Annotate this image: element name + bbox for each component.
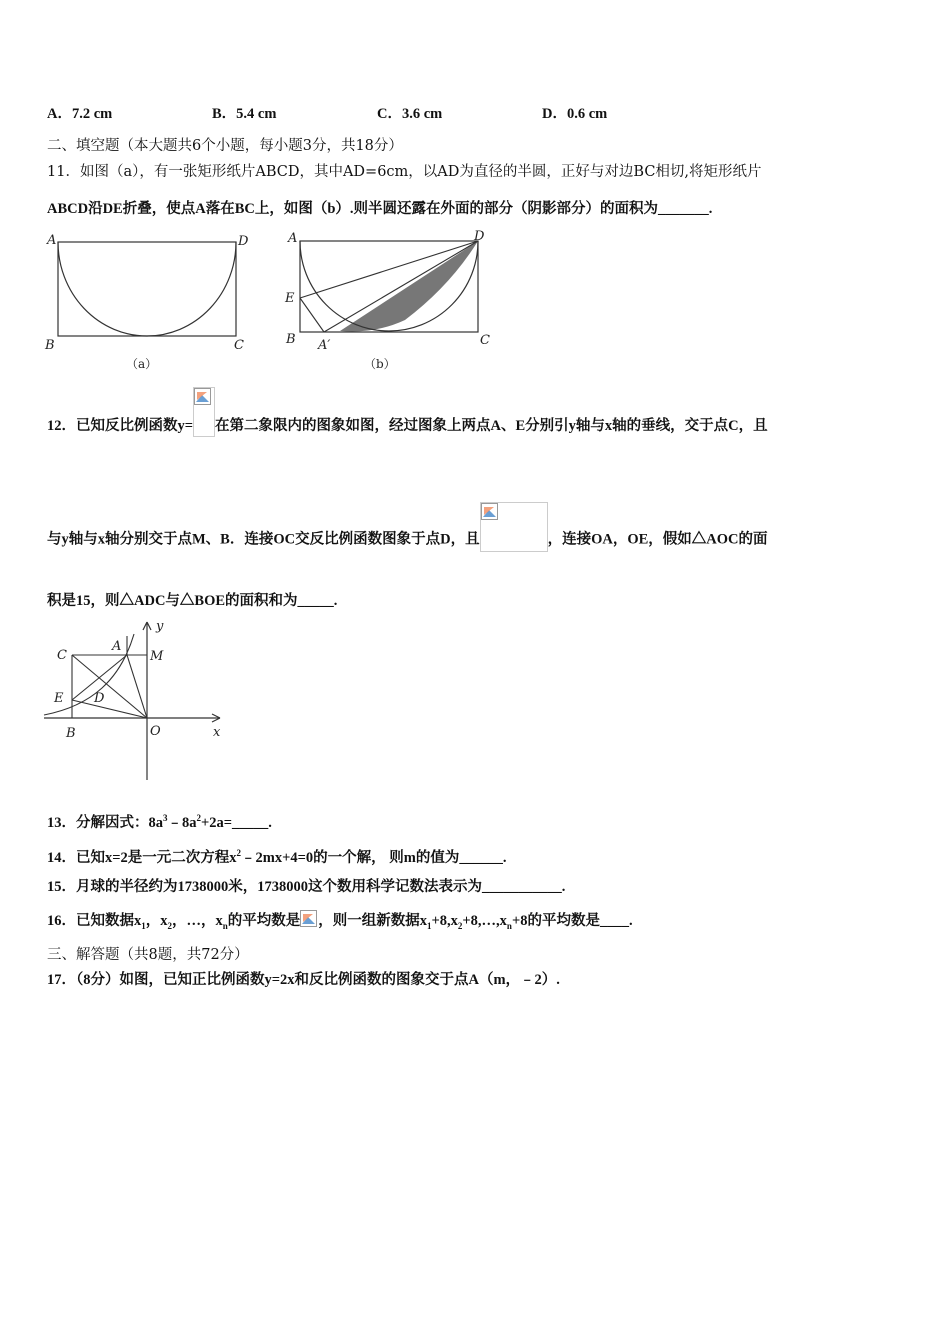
segment-ao (127, 655, 147, 718)
caption-b: （b） (364, 357, 396, 371)
broken-image-icon (300, 910, 317, 927)
q11-text-line2: ABCD沿DE折叠，使点A落在BC上，如图（b）.则半圆还露在外面的部分（阴影部分）的面积为_______. (47, 201, 713, 217)
broken-image-formula (193, 387, 215, 437)
label-e: E (54, 691, 64, 706)
broken-image-icon (481, 503, 498, 520)
label-d: D (94, 691, 105, 706)
semicircle (58, 242, 236, 336)
q16-mid: 的平均数是 (227, 913, 301, 929)
q16-c2: ，…，x (172, 913, 223, 929)
q15-text: 15．月球的半径约为1738000米，1738000这个数用科学记数法表示为___________. (47, 879, 566, 895)
q16-pre: 16．已知数据x (47, 913, 142, 929)
q13-text (47, 808, 272, 833)
q12-line2-end: ，连接OA，OE，假如△AOC的面 (547, 531, 768, 548)
option-c: C．3.6 cm (377, 106, 443, 122)
broken-image-ratio (480, 502, 548, 552)
rectangle (58, 242, 236, 336)
q16-subn: n (222, 920, 228, 931)
segment-ea1 (300, 298, 324, 332)
q14-exp: 2 (236, 848, 242, 858)
shaded-region (340, 241, 478, 332)
q16-post2: +8的平均数是____. (511, 913, 633, 929)
q16-t2: 2 (457, 920, 463, 931)
q11-figure-b (280, 226, 495, 378)
q13-exp2: 2 (196, 813, 201, 823)
q12-line1-end: 在第二象限内的图象如图，经过图象上两点A、E分别引y轴与x轴的垂线，交于点C，且 (215, 418, 768, 434)
broken-image-mean (300, 910, 318, 928)
label-a: A (47, 233, 57, 248)
option-d: D．0.6 cm (542, 106, 608, 122)
q12-text-line1 (47, 416, 768, 437)
label-a-prime: A′ (318, 338, 331, 353)
label-b: B (66, 726, 76, 741)
q16-post1: ，则一组新数据x (318, 913, 428, 929)
label-o: O (150, 724, 161, 739)
q16-p2: +8,…,x (462, 913, 507, 929)
q13-mid: ﹣8a (167, 814, 197, 831)
label-c: C (234, 338, 244, 353)
label-a: A (288, 231, 298, 246)
q16-sub2: 2 (167, 920, 172, 931)
q17-text: 17．（8分）如图，已知正比例函数y=2x和反比例函数的图象交于点A（m，﹣2）. (47, 972, 560, 988)
q12-line2-start: 与y轴与x轴分别交于点M、B．连接OC交反比例函数图象于点D，且 (47, 531, 480, 548)
label-c: C (480, 333, 490, 348)
q13-post: +2a=_____. (201, 814, 272, 831)
q12-text-line3: 积是15，则△ADC与△BOE的面积和为_____. (47, 593, 338, 609)
caption-a: （a） (126, 357, 158, 371)
label-c: C (57, 648, 67, 663)
q16-p1: +8,x (431, 913, 458, 929)
option-b: B．5.4 cm (212, 106, 277, 122)
q16-sub1: 1 (141, 920, 146, 931)
q13-pre: 13．分解因式：8a (47, 814, 163, 831)
label-d: D (238, 234, 249, 249)
q11-text-line1: 11．如图（a），有一张矩形纸片ABCD，其中AD=6cm，以AD为直径的半圆，正好与对边BC相切,将矩形纸片 (47, 164, 762, 180)
q16-t1: 1 (427, 920, 432, 931)
q12-figure (40, 616, 230, 784)
broken-image-icon (194, 388, 211, 405)
label-a: A (112, 639, 122, 654)
section-heading-fill-in: 二、填空题（本大题共6个小题，每小题3分，共18分） (47, 138, 403, 154)
label-b: B (286, 332, 296, 347)
q16-tn: n (506, 920, 512, 931)
q16-c1: ，x (145, 913, 168, 929)
option-a: A．7.2 cm (47, 106, 113, 122)
label-e: E (285, 291, 295, 306)
q12-line1-start: 12．已知反比例函数y= (47, 418, 194, 434)
q13-exp1: 3 (163, 813, 168, 823)
q14-pre: 14．已知x=2是一元二次方程x (47, 849, 237, 866)
label-x: x (213, 725, 221, 740)
q14-post: ﹣2mx+4=0的一个解， 则m的值为______. (241, 849, 507, 866)
label-d: D (474, 229, 485, 244)
q14-text (47, 843, 506, 868)
label-b: B (45, 338, 55, 353)
q12-text-line2 (47, 528, 768, 552)
section-heading-solutions: 三、解答题（共8题，共72分） (47, 947, 249, 963)
label-y: y (156, 619, 164, 634)
q16-text (47, 911, 633, 936)
q11-figure-a (40, 228, 255, 378)
label-m: M (150, 649, 164, 664)
